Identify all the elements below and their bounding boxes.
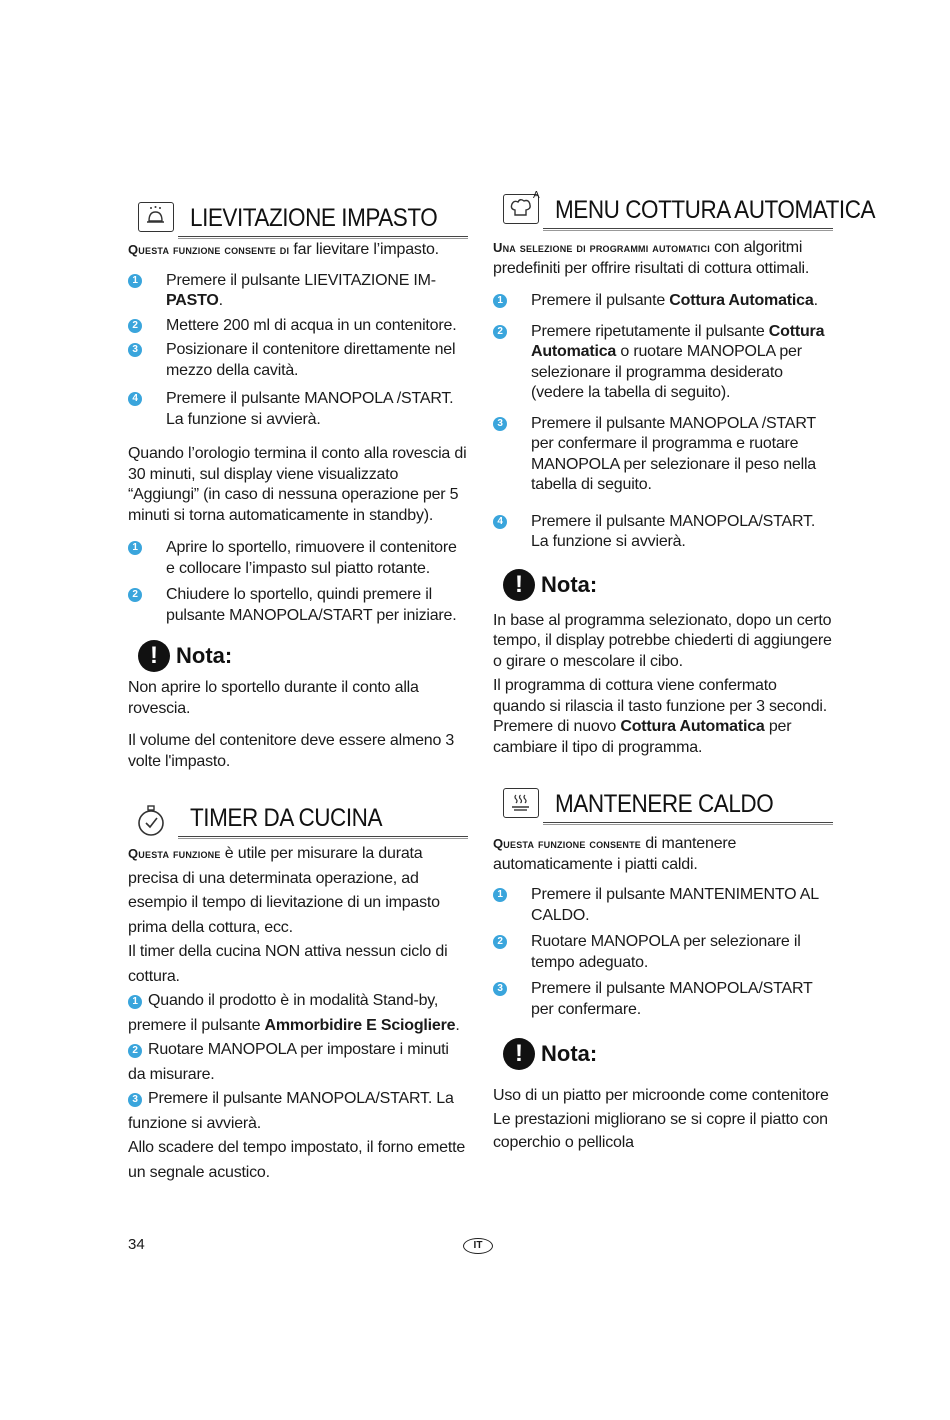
section-lievitazione [128,200,468,772]
step-number: 4 [493,515,507,529]
list-item: 2 Ruotare MANOPOLA per impostare i minuti da misurare. [128,1041,449,1083]
step-number: 1 [128,541,142,555]
step-number: 1 [493,888,507,902]
step-number: 3 [128,1093,142,1107]
section-title: TIMER DA CUCINA [190,804,383,832]
list-item: 1 Premere il pulsante MANTENIMENTO AL CALDO. [493,885,833,926]
lead-text: Questa funzione consente di far lievitare l’impasto. [128,241,439,258]
step-number: 1 [128,274,142,288]
section-title: MANTENERE CALDO [555,790,774,818]
icon-letter: A [533,190,540,201]
nota-header: ! Nota: [493,1036,833,1072]
list-item: 2 Chiudere lo sportello, quindi premere il pulsante MANOPOLA/START per iniziare. [128,585,468,626]
paragraph: Allo scadere del tempo impostato, il forno emette un segnale acustico. [128,1139,466,1181]
nota-text: Uso di un piatto per microonde come contenitore Le prestazioni migliorano se si copre il piatto con coperchio o pellicola [493,1087,829,1151]
list-item: 2 Premere ripetutamente il pulsante Cottura Automatica o ruotare MANOPOLA per selezionare il programma desiderato (vedere la tabella di seguito). [493,322,833,404]
step-number: 1 [128,995,142,1009]
list-item: 3 Premere il pulsante MANOPOLA/START per confermare. [493,979,833,1020]
list-item: 1 Quando il prodotto è in modalità Stand-by, premere il pulsante Ammorbidire E Sciogliere. [128,992,460,1034]
list-item: 3 Premere il pulsante MANOPOLA /START per confermare il programma e ruotare MANOPOLA per selezionare il peso nella tabella di seguito. [493,414,833,496]
paragraph: Il timer della cucina NON attiva nessun ciclo di cottura. [128,943,448,985]
step-number: 3 [493,982,507,996]
page-number: 34 [128,1236,145,1253]
step-number: 2 [493,325,507,339]
nota-header: ! Nota: [128,638,468,674]
stopwatch-icon [134,804,166,836]
step-number: 3 [493,417,507,431]
list-item: 2 Ruotare MANOPOLA per selezionare il tempo adeguato. [493,932,833,973]
step-number: 3 [128,343,142,357]
section-caldo [493,786,833,1155]
title-rule [178,836,468,839]
step-number: 2 [128,319,142,333]
exclamation-icon: ! [138,640,170,672]
nota-text: In base al programma selezionato, dopo un certo tempo, il display potrebbe chiederti di aggiungere o girare o mescolare il cibo. [493,611,832,670]
exclamation-icon: ! [503,1038,535,1070]
section-header [493,786,833,826]
step-number: 2 [128,588,142,602]
title-rule [543,228,833,231]
step-number: 2 [128,1044,142,1058]
keep-warm-icon [503,788,539,818]
section-timer [128,800,468,1185]
section-header [493,190,876,232]
list-item: 3 Premere il pulsante MANOPOLA/START. La funzione si avvierà. [128,1090,454,1132]
lead-text: Questa funzione consente di mantenere automaticamente i piatti caldi. [493,835,737,873]
section-title: LIEVITAZIONE IMPASTO [190,204,438,232]
nota-text: Il volume del contenitore deve essere almeno 3 volte l'impasto. [128,732,455,770]
step-number: 2 [493,935,507,949]
list-item: 2 Mettere 200 ml di acqua in un contenitore. [128,316,468,337]
list-item: 1 Premere il pulsante Cottura Automatica. [493,291,833,312]
nota-header: ! Nota: [493,567,833,603]
step-number: 4 [128,392,142,406]
list-item: 4 Premere il pulsante MANOPOLA /START. La funzione si avvierà. [128,389,468,430]
section-title: MENU COTTURA AUTOMATICA [555,196,876,224]
paragraph: Quando l’orologio termina il conto alla rovescia di 30 minuti, sul display viene visualizzato “Aggiungi” (in caso di nessuna operazione per 5 minuti si torna automaticamente in standby). [128,445,467,524]
list-item: 1 Premere il pulsante LIEVITAZIONE IM- PASTO. [128,271,468,312]
nota-text: Non aprire lo sportello durante il conto alla rovescia. [128,679,419,717]
section-menu [493,190,876,758]
step-number: 1 [493,294,507,308]
exclamation-icon: ! [503,569,535,601]
list-item: 4 Premere il pulsante MANOPOLA/START. La funzione si avvierà. [493,512,833,553]
proofing-icon [138,202,174,232]
lead-text: Questa funzione è utile per misurare la durata precisa di una determinata operazione, ad esempio il tempo di lievitazione di un impasto prima della cottura, ecc. [128,845,440,936]
lead-text: Una selezione di programmi automatici con algoritmi predefiniti per offrire risultati di cottura ottimali. [493,239,810,277]
list-item: 3 Posizionare il contenitore direttamente nel mezzo della cavità. [128,340,468,381]
title-rule [543,822,833,825]
section-header [128,200,468,240]
section-header [128,800,468,840]
title-rule [178,236,468,239]
list-item: 1 Aprire lo sportello, rimuovere il contenitore e collocare l’impasto sul piatto rotante. [128,538,468,579]
nota-text: Il programma di cottura viene confermato quando si rilascia il tasto funzione per 3 secondi. Premere di nuovo Cottura Automatica per cambiare il tipo di programma. [493,677,828,756]
language-badge: IT [463,1238,493,1254]
